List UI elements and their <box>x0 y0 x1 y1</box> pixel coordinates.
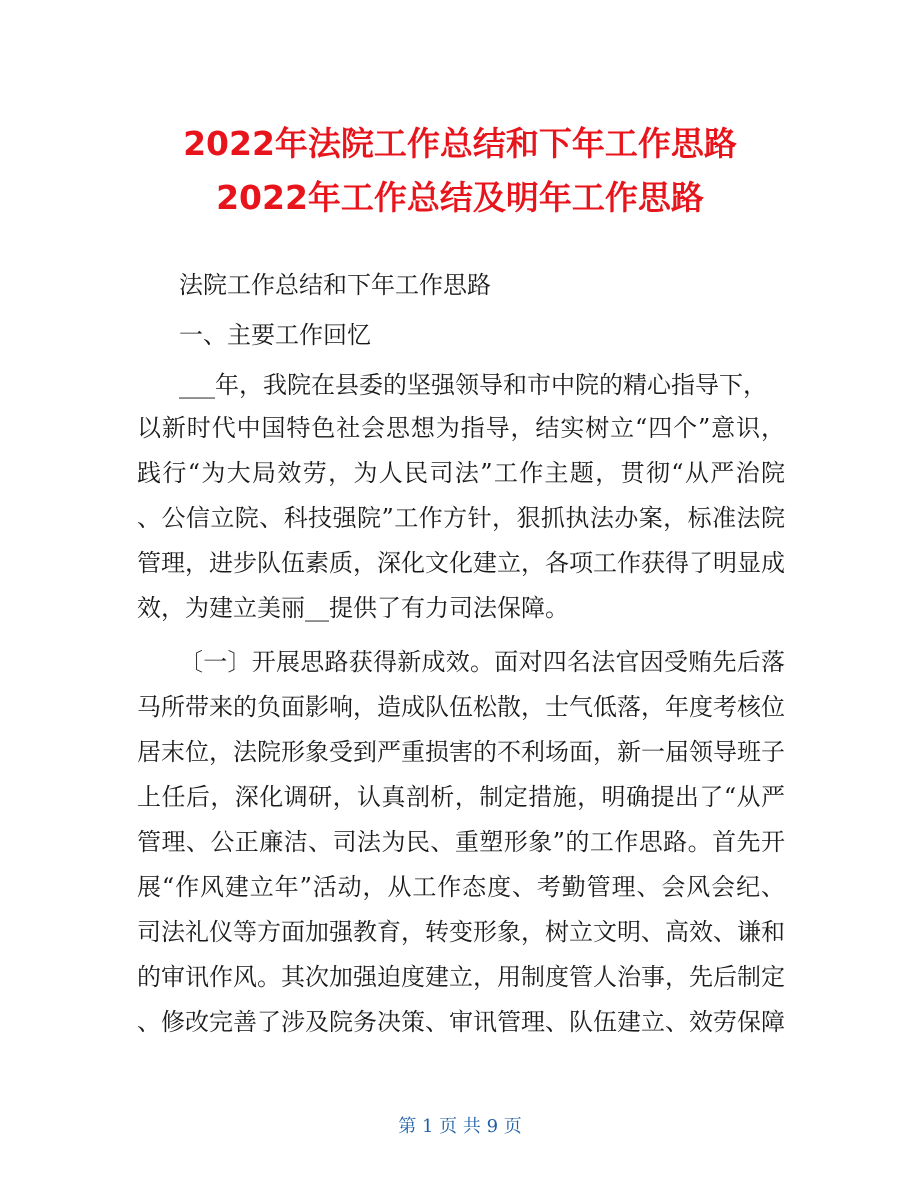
paragraph-2-line: 上任后，深化调研，认真剖析，制定措施，明确提出了“从严 <box>137 783 785 811</box>
paragraph-2-line: 管理、公正廉洁、司法为民、重塑形象”的工作思路。首先开 <box>137 828 785 856</box>
document-title-line-1: 2022年法院工作总结和下年工作思路 <box>183 124 737 163</box>
paragraph-2-line: 司法礼仪等方面加强教育，转变形象，树立文明、高效、谦和 <box>137 918 785 946</box>
paragraph-1-line: 效，为建立美丽__提供了有力司法保障。 <box>137 594 569 622</box>
paragraph-2-line: 展“作风建立年”活动，从工作态度、考勤管理、会风会纪、 <box>137 873 785 901</box>
paragraph-2-line: 马所带来的负面影响，造成队伍松散，士气低落，年度考核位 <box>137 693 785 721</box>
paragraph-1-line: 践行“为大局效劳，为人民司法”工作主题，贯彻“从严治院 <box>137 459 785 487</box>
paragraph-1-line: 以新时代中国特色社会思想为指导，结实树立“四个”意识， <box>137 414 785 442</box>
paragraph-2-line: 的审讯作风。其次加强迫度建立，用制度管人治事，先后制定 <box>137 963 785 991</box>
section-heading: 一、主要工作回忆 <box>179 321 371 349</box>
paragraph-1-line: 、公信立院、科技强院”工作方针，狠抓执法办案，标准法院 <box>137 504 785 532</box>
paragraph-1-line: ___年，我院在县委的坚强领导和市中院的精心指导下， <box>179 371 767 399</box>
paragraph-2-line: 〔一〕开展思路获得新成效。面对四名法官因受贿先后落 <box>179 648 785 676</box>
subtitle: 法院工作总结和下年工作思路 <box>179 271 491 299</box>
page-indicator: 第 1 页 共 9 页 <box>398 1116 522 1137</box>
paragraph-2-line: 、修改完善了涉及院务决策、审讯管理、队伍建立、效劳保障 <box>137 1008 785 1036</box>
document-title-line-2: 2022年工作总结及明年工作思路 <box>216 178 704 217</box>
paragraph-2-line: 居末位，法院形象受到严重损害的不利场面，新一届领导班子 <box>137 738 785 766</box>
paragraph-1-line: 管理，进步队伍素质，深化文化建立，各项工作获得了明显成 <box>137 549 785 577</box>
